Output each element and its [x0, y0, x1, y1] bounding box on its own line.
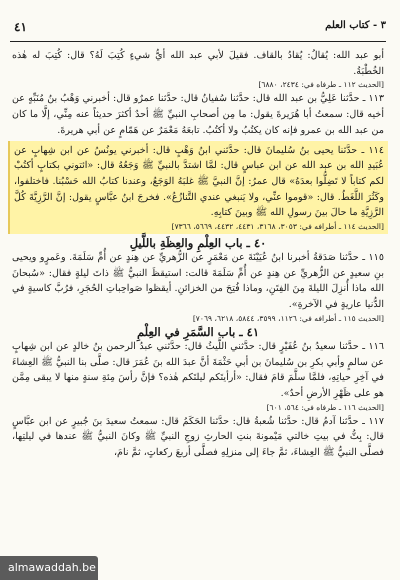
cross-reference: [الحديث ١١٦ ـ طرفاه في: ٥٦٤، ٦٠١]	[266, 402, 384, 412]
hadith-115: ١١٥ ـ حدَّثنا صَدَقةُ أخبرنا ابنُ عُيَيْنَةَ عن مَعْمَرٍ عن الزُّهريِّ عن هِندٍ عن أُمِّ سَلَمَةَ. وعَمرٍو ويحيى بنِ سعيدٍ عن الزُّهريِّ عن هِندٍ عن أُمِّ سَلَمَةَ قالت: استيقظَ النبيُّ ﷺ ذاتَ ليلةٍ فقال: «سُبحانَ الله ماذا أُنزِلَ الليلةَ مِنَ الفِتَنِ، وماذا فُتِحَ من الخزائنِ. أيقظوا صَواحِباتِ الحُجَرِ، فرُبَّ كاسيةٍ في الدُّنيا عاريةٍ في الآخرةِ».	[12, 252, 384, 311]
hadith-117: ١١٧ ـ حدَّثنا آدمُ قال: حدَّثنا شُعبةُ قال: حدَّثنا الحَكَمُ قال: سمعتُ سعيدَ بنَ جُبيرٍ عن ابن عبَّاسٍ قال: بِتُّ في بيتِ خالتي مَيْمونةَ بنتِ الحارثِ زوجِ النبيِّ ﷺ وكانَ النبيُّ ﷺ عندها في ليلتِها، فصلَّى النبيُّ ﷺ العِشاءَ، ثمَّ جاءَ إلى منزلِهِ فصلَّى أربعَ ركعاتٍ، ثمَّ نامَ،	[12, 415, 384, 459]
header-rule	[10, 41, 386, 42]
hadith-114: ١١٤ ـ حدَّثنا يحيى بنُ سُليمانَ قال: حدَّثني ابنُ وَهْبٍ قال: أخبرني يونُسُ عن ابن شِهابٍ عن عُبَيدِ الله بن عبد الله عن ابن عباسٍ قال: لمَّا اشتدَّ بالنبيِّ ﷺ وَجَعُهُ قال: «ائتوني بكتابٍ أكتُبْ لكم كتاباً لا تَضِلُّوا بعدَهُ» قال عمرُ: إنَّ النبيَّ ﷺ غلبَهُ الوَجَعُ، وعندنا كتابُ الله حَسْبُنا. فاختلفوا، وكَثُرَ اللَّغَطُ. قال: «قوموا عنِّي، ولا يَنبغي عندي التَّنازُعُ». فخرجَ ابنُ عبَّاسٍ يقول: إنَّ الرَّزِيَّةَ كُلَّ الرَّزِيَّةِ ما حالَ بينَ رسولِ الله ﷺ وبينَ كتابِهِ.	[14, 144, 384, 219]
cross-reference: [الحديث ١١٢ ـ طرفاه في: ٢٤٣٤، ٦٨٨٠]	[258, 80, 384, 90]
highlighted-hadith-114	[8, 141, 388, 235]
page-number: ٤١	[14, 20, 27, 34]
running-title: ٣ - كتاب العلم	[325, 20, 386, 31]
page-body	[12, 48, 384, 461]
chapter-heading: ٤٠ ـ باب العِلْمِ والعِظَةِ باللَّيلِ	[129, 236, 267, 251]
page-header	[10, 20, 386, 40]
hadith-113: ١١٣ ـ حدَّثنا عَلِيُّ بن عبد الله قال: حدَّثنا سُفيانُ قال: حدَّثنا عمرٌو قال: أخبرني وَهْبُ بنُ مُنَبِّهٍ عن أخيه قال: سمعتُ أبا هُرَيرةَ يقول: ما مِن أصحابِ النبيِّ ﷺ أحدٌ أكثرَ حديثاً عنه مِنِّي، إلَّا ما كان من عبد الله بن عمرو فإنه كان يكتُبُ ولا أكتُبُ. تابعَهُ مَعْمَرٌ عن هَمّامٍ عن أبي هريرةَ.	[12, 93, 384, 136]
site-watermark: almawaddah.be	[0, 556, 98, 580]
text-paragraph: أبو عبد الله: يُقالُ: يُقادُ بالقاف. فقيلَ لأبي عبد الله أيُّ شيءٍ كُتِبَ لَهُ؟ قال: كُتِبَ له هٰذه الخُطْبَةُ.	[12, 50, 384, 77]
chapter-heading: ٤١ ـ باب السَّمَرِ في العِلْمِ	[136, 324, 260, 339]
cross-reference: [الحديث ١١٥ ـ أطرافه في: ١١٢٦، ٣٥٩٩، ٥٨٤٤، ٦٢١٨، ٧٠٦٩]	[192, 313, 384, 323]
hadith-116: ١١٦ ـ حدَّثنا سعيدُ بنُ عُفَيْرٍ قال: حدَّثني اللَّيثُ قال: حدَّثني عبدُ الرحمن بنُ خالدٍ عن ابن شِهابٍ عن سالمٍ وأبي بكرِ بن سُليمانَ بن أبي حَثْمَةَ أنَّ عبدَ الله بنَ عُمَرَ قال: صلَّى بنا النبيُّ ﷺ العِشاءَ في آخِرِ حياتِهِ، فلمَّا سلَّمَ قامَ فقال: «أرأيتَكم ليلتَكم هٰذه؟ فإنَّ رأسَ مِئةِ سنةٍ منها لا يبقى مِمَّن هو على ظَهْرِ الأرضِ أحدٌ».	[12, 340, 384, 399]
cross-reference: [الحديث ١١٤ ـ أطرافه في: ٣٠٥٣، ٣١٦٨، ٤٤٣١، ٤٤٣٢، ٥٦٦٩، ٧٣٦٦]	[171, 222, 384, 232]
